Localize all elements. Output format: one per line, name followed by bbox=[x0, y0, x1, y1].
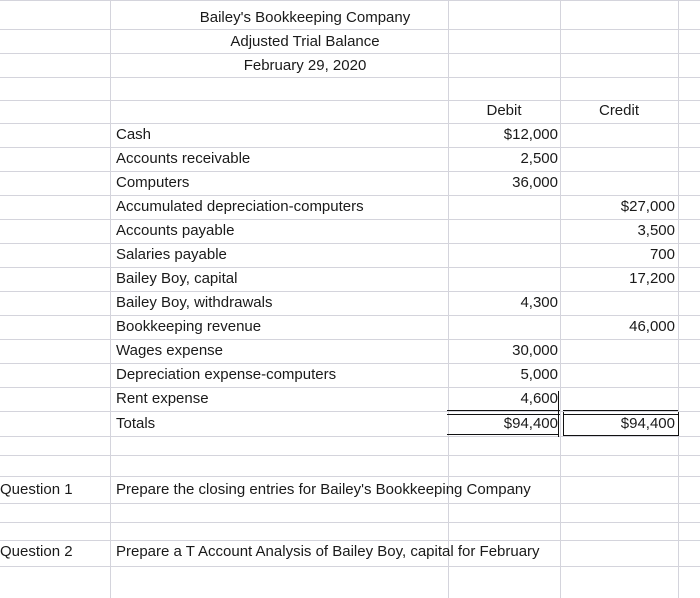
report-date: February 29, 2020 bbox=[243, 57, 367, 74]
debit-amount: 4,600 bbox=[520, 390, 558, 407]
debit-header: Debit bbox=[486, 102, 522, 119]
border-line bbox=[447, 434, 559, 436]
account-name: Bailey Boy, capital bbox=[116, 270, 238, 287]
credit-header: Credit bbox=[598, 102, 639, 119]
grid-line bbox=[0, 195, 700, 196]
grid-line bbox=[0, 455, 700, 456]
grid-line bbox=[0, 566, 700, 567]
grid-line bbox=[0, 522, 700, 523]
grid-line bbox=[0, 315, 700, 316]
grid-line bbox=[560, 0, 561, 598]
debit-amount: 30,000 bbox=[512, 342, 558, 359]
grid-line bbox=[0, 147, 700, 148]
company-name: Bailey's Bookkeeping Company bbox=[199, 9, 411, 26]
account-name: Accounts payable bbox=[116, 222, 235, 239]
grid-line bbox=[0, 171, 700, 172]
credit-amount: 3,500 bbox=[637, 222, 675, 239]
credit-amount: 46,000 bbox=[629, 318, 675, 335]
grid-line bbox=[0, 436, 700, 437]
totals-label: Totals bbox=[116, 415, 156, 432]
grid-line bbox=[0, 29, 700, 30]
grid-line bbox=[678, 0, 679, 598]
debit-amount: $12,000 bbox=[503, 126, 558, 143]
grid-line bbox=[0, 243, 700, 244]
account-name: Accounts receivable bbox=[116, 150, 251, 167]
account-name: Computers bbox=[116, 174, 190, 191]
grid-line bbox=[0, 219, 700, 220]
debit-amount: 5,000 bbox=[520, 366, 558, 383]
grid-line bbox=[0, 123, 700, 124]
question-text: Prepare a T Account Analysis of Bailey Boy, capital for February bbox=[116, 543, 540, 560]
question-text: Prepare the closing entries for Bailey's Bookkeeping Company bbox=[116, 481, 531, 498]
grid-line bbox=[0, 267, 700, 268]
credit-total: $94,400 bbox=[620, 415, 675, 432]
account-name: Wages expense bbox=[116, 342, 224, 359]
grid-line bbox=[0, 291, 700, 292]
account-name: Bookkeeping revenue bbox=[116, 318, 262, 335]
grid-line bbox=[0, 363, 700, 364]
credit-amount: 700 bbox=[649, 246, 675, 263]
grid-line bbox=[0, 77, 700, 78]
grid-line bbox=[0, 387, 700, 388]
grid-line bbox=[0, 100, 700, 101]
question-label: Question 2 bbox=[0, 543, 73, 560]
question-label: Question 1 bbox=[0, 481, 73, 498]
account-name: Salaries payable bbox=[116, 246, 227, 263]
debit-amount: 36,000 bbox=[512, 174, 558, 191]
account-name: Rent expense bbox=[116, 390, 209, 407]
grid-line bbox=[0, 53, 700, 54]
account-name: Bailey Boy, withdrawals bbox=[116, 294, 273, 311]
grid-line bbox=[110, 0, 111, 598]
report-title: Adjusted Trial Balance bbox=[230, 33, 380, 50]
account-name: Cash bbox=[116, 126, 152, 143]
total-underline bbox=[447, 410, 560, 415]
debit-amount: 4,300 bbox=[520, 294, 558, 311]
debit-total: $94,400 bbox=[503, 415, 558, 432]
grid-line bbox=[0, 540, 700, 541]
account-name: Accumulated depreciation-computers bbox=[116, 198, 364, 215]
credit-amount: $27,000 bbox=[620, 198, 675, 215]
debit-amount: 2,500 bbox=[520, 150, 558, 167]
border-line bbox=[563, 412, 679, 436]
credit-amount: 17,200 bbox=[629, 270, 675, 287]
grid-line bbox=[0, 503, 700, 504]
grid-line bbox=[0, 339, 700, 340]
grid-line bbox=[0, 476, 700, 477]
account-name: Depreciation expense-computers bbox=[116, 366, 337, 383]
grid-line bbox=[0, 0, 700, 1]
